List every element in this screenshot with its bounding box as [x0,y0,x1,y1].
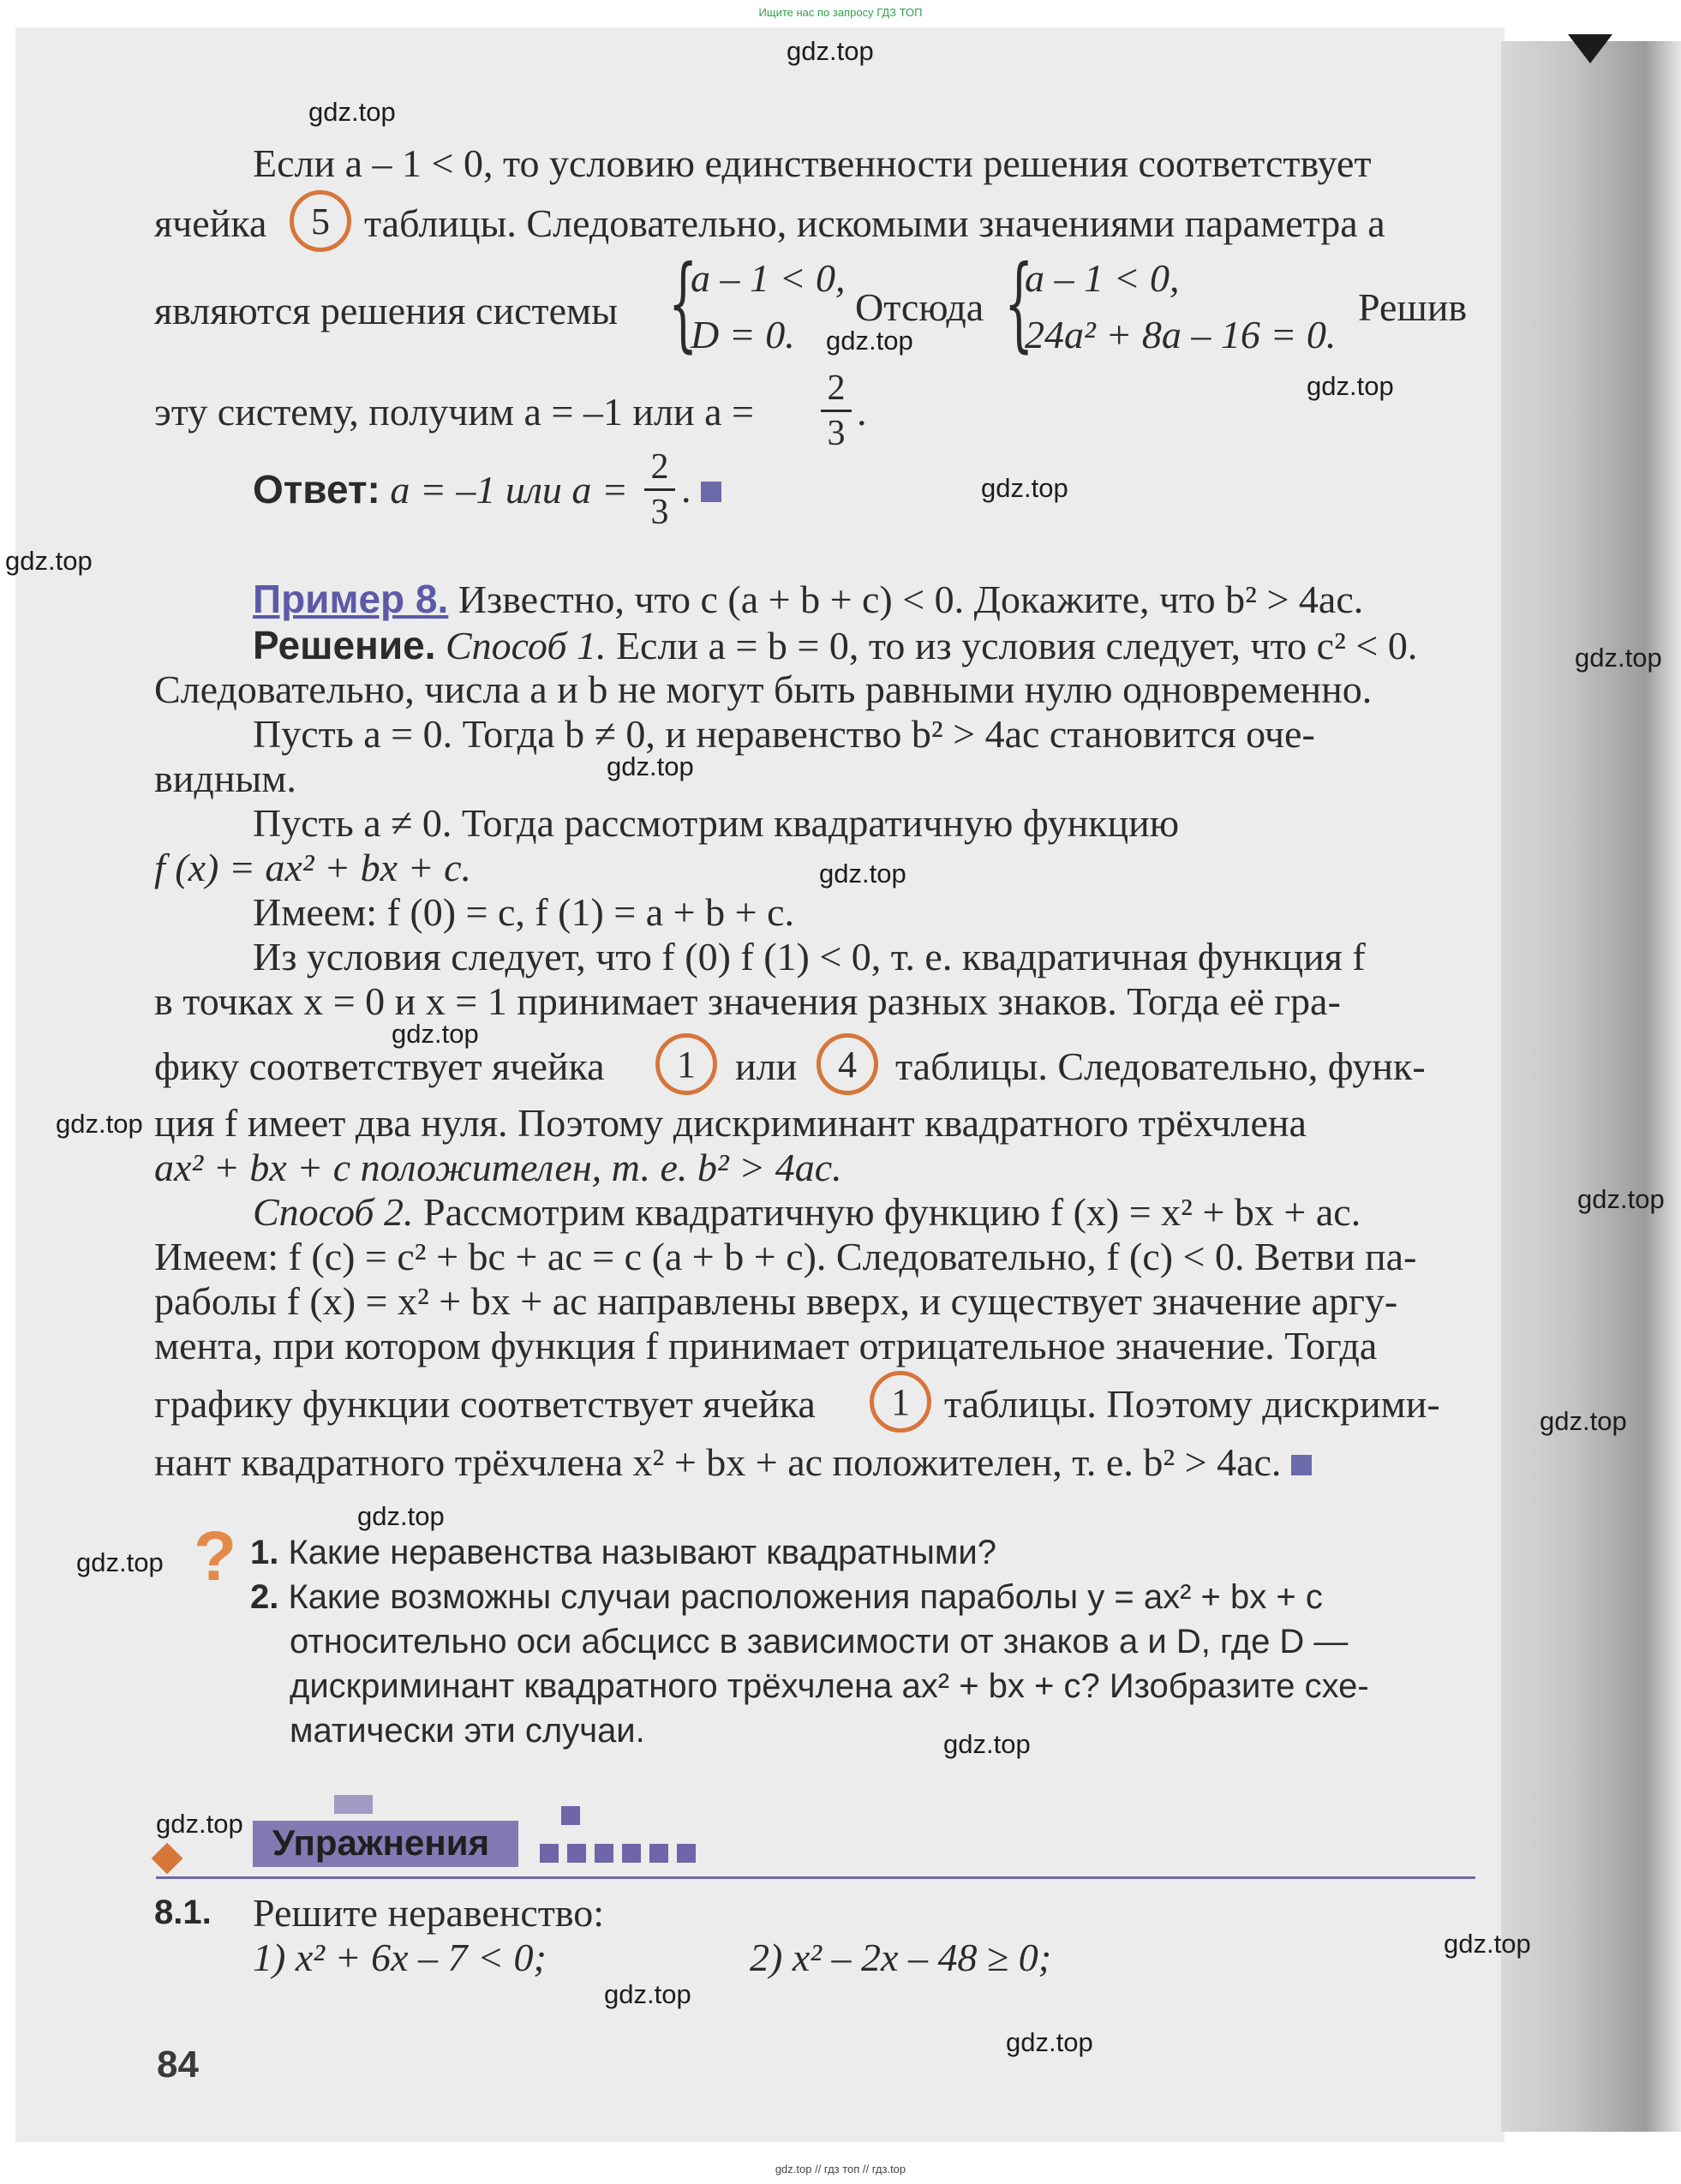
watermark: gdz.top [56,1109,143,1139]
watermark: gdz.top [826,326,913,356]
watermark: gdz.top [392,1019,479,1049]
m1-line4: видным. [154,757,296,800]
para1-line2-a: ячейка [154,201,267,245]
table-cell-1b-circle: 1 [870,1371,931,1433]
watermark: gdz.top [5,546,93,576]
m1-line2: Следовательно, числа a и b не могут быть равными нулю одновременно. [154,667,1373,711]
frac-bar [644,488,675,491]
q2-number: 2. [250,1578,279,1616]
watermark: gdz.top [943,1729,1031,1759]
para1-frac-den: 3 [827,414,846,453]
otsyuda-text: Отсюда [855,285,984,329]
para1-line2-b: таблицы. Следовательно, искомыми значениями параметра a [364,201,1385,245]
page-gutter-shadow [1501,41,1681,2132]
example8-statement: Известно, что c (a + b + c) < 0. Докажите, что b² > 4ac. [458,577,1364,621]
method2-label: Способ 2. [253,1190,414,1234]
answer-frac-num: 2 [650,447,669,487]
answer-label: Ответ: [253,467,380,512]
heading-pixel [677,1844,696,1863]
period: . [857,390,867,434]
q1-text: Какие неравенства называют квадратными? [288,1534,997,1571]
m1-line9: в точках x = 0 и x = 1 принимает значения разных знаков. Тогда её гра- [154,979,1341,1023]
answer-fraction [644,449,675,530]
table-cell-1-circle: 1 [655,1033,717,1095]
watermark: gdz.top [819,859,906,889]
system1-row1: a – 1 < 0, [691,256,846,300]
heading-pixel [567,1844,586,1863]
exercise-task: Решите неравенство: [253,1891,605,1935]
watermark: gdz.top [787,36,874,66]
frac-bar [821,410,852,412]
q2-line4: матически эти случаи. [290,1712,645,1750]
exercise-number: 8.1. [154,1894,212,1931]
watermark: gdz.top [1307,371,1394,401]
heading-pixel [649,1844,668,1863]
system1-brace: { [668,244,698,363]
top-note: Ищите нас по запросу ГДЗ ТОП [758,6,923,19]
watermark: gdz.top [308,97,396,127]
answer-end: . [681,470,721,509]
question-mark-icon: ? [194,1517,237,1595]
m1-line12: ax² + bx + c положителен, т. е. b² > 4ac. [154,1146,842,1189]
heading-pixel [622,1844,641,1863]
end-of-proof-square [701,482,721,502]
system1-row2: D = 0. [691,313,795,356]
watermark: gdz.top [76,1547,164,1577]
end-of-proof-square [1291,1455,1312,1475]
m2-line4: мента, при котором функция f принимает отрицательное значение. Тогда [154,1324,1378,1367]
m1-line10-a: фику соответствует ячейка [154,1044,605,1088]
watermark: gdz.top [1444,1929,1531,1959]
m2-line5-b: таблицы. Поэтому дискрими- [944,1382,1440,1426]
m1-line6: f (x) = ax² + bx + c. [154,846,471,889]
m2-line3: раболы f (x) = x² + bx + ac направлены вверх, и существует значение аргу- [154,1279,1398,1323]
q2-line2: относительно оси абсцисс в зависимости от знаков a и D, где D — [290,1623,1349,1660]
example8-title: Пример 8. [253,577,449,621]
answer-text: a = –1 или a = [390,468,628,512]
m1-line10-b: таблицы. Следовательно, функ- [895,1044,1426,1088]
m2-line2: Имеем: f (c) = c² + bc + ac = c (a + b + c). Следовательно, f (c) < 0. Ветви па- [154,1235,1417,1278]
heading-pixel [561,1806,580,1825]
method1-label: Способ 1. [445,624,607,667]
system2-row2: 24a² + 8a – 16 = 0. [1025,313,1337,356]
system2-brace: { [1004,244,1034,363]
heading-pixel [540,1844,559,1863]
watermark: gdz.top [981,473,1068,503]
para1-line1: Если a – 1 < 0, то условию единственности решения соответствует [253,141,1372,185]
system2-row1: a – 1 < 0, [1025,256,1180,300]
para1-frac-num: 2 [827,368,846,408]
q2-line3: дискриминант квадратного трёхчлена ax² + bx + c? Изобразите схе- [290,1667,1369,1705]
watermark: gdz.top [1540,1406,1627,1436]
para1-line3-a: являются решения системы [154,289,619,332]
reshiv-text: Решив [1358,285,1468,329]
m1-line3: Пусть a = 0. Тогда b ≠ 0, и неравенство b² > 4ac становится оче- [253,712,1315,756]
heading-pixel [595,1844,613,1863]
watermark: gdz.top [156,1809,243,1839]
heading-pixel [334,1795,373,1814]
m1-line7: Имеем: f (0) = c, f (1) = a + b + c. [253,890,794,934]
section-rule [156,1876,1475,1879]
watermark: gdz.top [604,1979,691,2009]
q2-line1: Какие возможны случаи расположения параболы y = ax² + bx + c [288,1578,1323,1616]
m2-line6: нант квадратного трёхчлена x² + bx + ac положителен, т. е. b² > 4ac. [154,1440,1282,1484]
para1-line4: эту систему, получим a = –1 или a = [154,390,754,434]
watermark: gdz.top [1006,2027,1093,2057]
solution-label: Решение. [253,623,436,667]
answer-frac-den: 3 [650,493,669,532]
m1-line10-or: или [735,1044,798,1088]
watermark: gdz.top [607,751,694,781]
watermark: gdz.top [1577,1184,1665,1214]
m2-line1: Рассмотрим квадратичную функцию f (x) = x² + bx + ac. [422,1190,1361,1234]
m1-line5: Пусть a ≠ 0. Тогда рассмотрим квадратичную функцию [253,801,1180,845]
m1-line11: ция f имеет два нуля. Поэтому дискриминант квадратного трёхчлена [154,1101,1307,1145]
q1-number: 1. [250,1534,279,1571]
watermark: gdz.top [1575,643,1662,673]
watermark: gdz.top [357,1501,445,1531]
table-cell-4-circle: 4 [817,1033,878,1095]
exercise-item-2: 2) x² – 2x – 48 ≥ 0; [750,1936,1052,1979]
page-number: 84 [157,2043,199,2085]
bottom-note: gdz.top // гдз топ // гдз.top [775,2163,906,2175]
m2-line5-a: графику функции соответствует ячейка [154,1382,816,1426]
bookmark-mark [1568,34,1612,63]
exercises-heading: Упражнения [272,1822,490,1863]
m1-line1: Если a = b = 0, то из условия следует, что c² < 0. [615,624,1418,667]
exercise-item-1: 1) x² + 6x – 7 < 0; [253,1936,547,1979]
m1-line8: Из условия следует, что f (0) f (1) < 0, т. е. квадратичная функция f [253,935,1366,978]
table-cell-5-circle: 5 [290,190,351,252]
para1-fraction [821,370,852,452]
